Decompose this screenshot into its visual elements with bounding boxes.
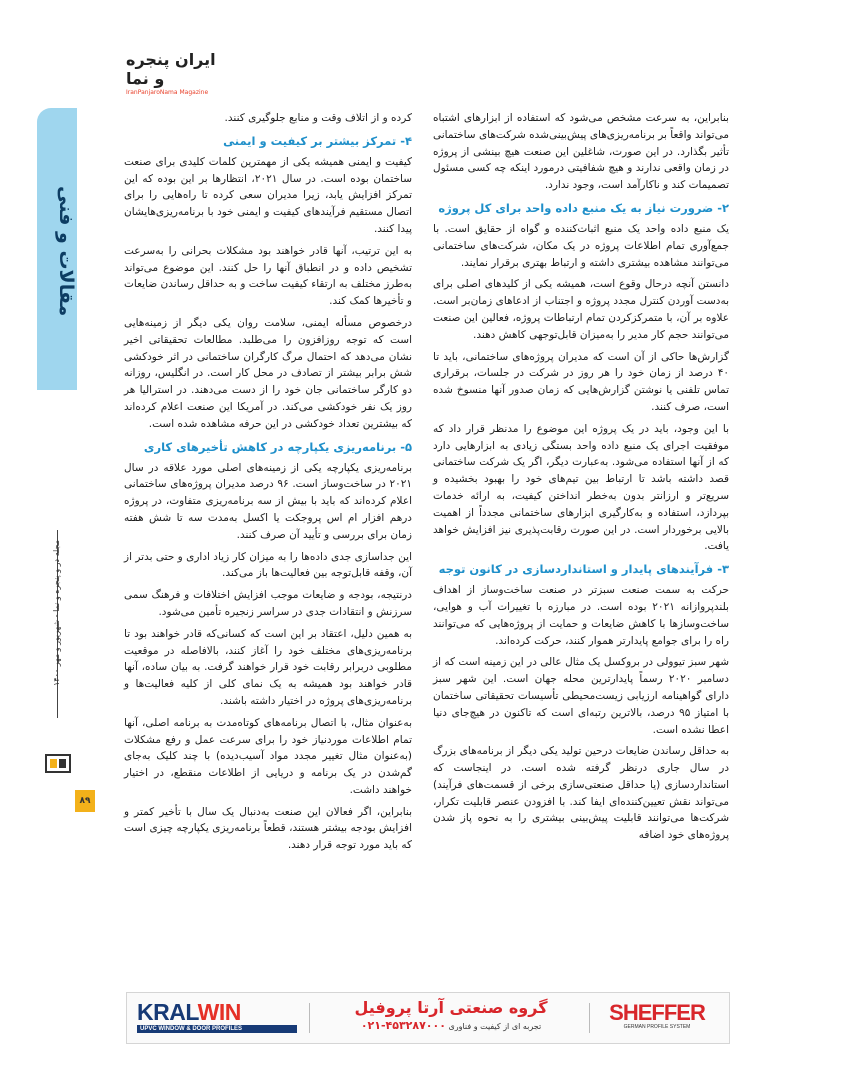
kralwin-tagline: UPVC WINDOW & DOOR PROFILES bbox=[137, 1025, 297, 1033]
magazine-logo bbox=[126, 50, 222, 96]
paragraph: با این وجود، باید در یک پروژه این موضوع را مدنظر قرار داد که موفقیت اجرای یک منبع داده واحد بستگی زیادی به ابزارهایی دارد که از آنها استفاده می‌شود. به‌عبارت دیگر، اگر یک شرکت ساختمانی قصد داشته باشد تا ارتباط بین تیم‌های خود را بهبود بخشیده و سریع‌تر و ارزانتر بدون به‌خطر انداختن کیفیت، به ارائه خدمات بپردازد، استفاده و به‌کارگیری ابزارهای ساختمانی مجدداً از اهمیت بالایی برخوردار است. در این صورت رقابت‌پذیری نیز افزایش خواهد یافت. bbox=[433, 422, 729, 553]
kralwin-logo bbox=[137, 1000, 297, 1036]
paragraph: بنابراین، اگر فعالان این صنعت به‌دنبال یک سال با تأخیر کمتر و افزایش بودجه بیشتر هستند، قطعاً برنامه‌ریزی یکپارچه چیزی است که باید مورد توجه قرار دهند. bbox=[124, 805, 412, 852]
paragraph: شهر سبز تیوولی در بروکسل یک مثال عالی در این زمینه است که از دسامبر ۲۰۲۰ رسماً پایدارترین محله جهان است. این شهر سبز دارای گواهینامه ارزیابی زیست‌محیطی تأسیسات تحقیقاتی ساختمان با امتیاز ۹۵ درصد، بالاترین رتبه‌ای است که تاکنون در هیچ‌جای دنیا اعطا نشده است. bbox=[433, 656, 730, 736]
paragraph: برنامه‌ریزی یکپارچه یکی از زمینه‌های اصلی مورد علاقه در سال ۲۰۲۱ در ساخت‌وساز است. ۹۶ درصد مدیران پروژه‌های ساختمانی اعلام کرده‌اند که باید با بیش از سه برنامه‌ریزی متفاوت، در پروژه درهم افزار ام اس پروجکت یا اکسل به‌مدت سه تا شش هفته زمان برای بررسی و تأیید آن صرف کنند. bbox=[124, 461, 412, 541]
paragraph: یک منبع داده واحد یک منبع اثبات‌کننده و گواه از حقایق است. با جمع‌آوری تمام اطلاعات پروژه در یک مکان، شرکت‌های ساختمانی می‌توانند مشاهده بیشتری داشته و ارتباط بهتری برقرار نمایند. bbox=[433, 222, 729, 269]
logo-subtitle: IranPanjaroNama Magazine bbox=[126, 89, 209, 96]
ad-divider bbox=[309, 1003, 310, 1033]
ad-tagline: تجربه ای از کیفیت و فناوری bbox=[448, 1022, 542, 1031]
paragraph: گزارش‌ها حاکی از آن است که مدیران پروژه‌های ساختمانی، باید تا ۴۰ درصد از زمان خود را هر روز در شرکت در جلسات، برقراری تماس تلفنی یا نوشتن گزارش‌هایی که زمان صدور آنها منسوخ شده است، صرف کنند. bbox=[433, 350, 729, 413]
paragraph: به این ترتیب، آنها قادر خواهند بود مشکلات بحرانی را به‌سرعت تشخیص داده و در انطباق آنها را حل کنند. این موضوع می‌تواند به‌طرز مختلف به ارتقاء کیفیت ساخت و به حداقل رساندن ضایعات و تأخیرها کمک کند. bbox=[124, 244, 412, 308]
paragraph: به حداقل رساندن ضایعات درحین تولید یکی دیگر از برنامه‌های بزرگ در سال جاری درنظر گرفته شده است. در اینجاست که استانداردسازی (یا حداقل صنعتی‌سازی برخی از قسمت‌های فرآیند) می‌تواند نقش تعیین‌کننده‌ای ایفا کند. با افزودن عنصر قابلیت تکرار، شرکت‌ها می‌توانند قابلیت پیش‌بینی بیشتری را به نحوه پاز شدن پروژه‌های خود اضافه bbox=[433, 745, 729, 842]
advertisement-banner[interactable] bbox=[126, 992, 730, 1044]
ad-company-block bbox=[319, 998, 583, 1032]
kralwin-wordmark-a: KRAL bbox=[137, 999, 198, 1025]
ad-company-title: گروه صنعتی آرتا پروفیل bbox=[354, 998, 548, 1017]
section-heading: ۵- برنامه‌ریزی یکپارچه در کاهش تأخیرهای کاری bbox=[143, 439, 412, 454]
paragraph: به‌عنوان مثال، با اتصال برنامه‌های کوتاه‌مدت به برنامه اصلی، آنها تمام اطلاعات موردنیاز خود را برای سرعت عمل و رفع مشکلات (به‌عنوان مثال تغییر مجدد مواد آسیب‌دیده) با چند کلیک به‌جای گم‌شدن در یک برنامه و دریایی از اطلاعات منقطع، در اختیار خواهند داشت. bbox=[124, 716, 412, 796]
paragraph: حرکت به سمت صنعت سبزتر در صنعت ساخت‌وساز از اهداف بلندپروازانه ۲۰۲۱ بوده است. در مبارزه با تغییرات آب و هوایی، ساخت‌وسازها با کاهش ضایعات و حمایت از پروژه‌هایی که می‌توانند راه را برای جوامع پایدارتر هموار کنند، حرکت کرده‌اند. bbox=[433, 584, 729, 647]
section-heading: ۳- فرآیندهای پایدار و استانداردسازی در کانون توجه bbox=[438, 562, 729, 577]
paragraph: کیفیت و ایمنی همیشه یکی از مهمترین کلمات کلیدی برای صنعت ساختمان بوده است. در سال ۲۰۲۱، انتظارها بر این بوده که این تمرکز افزایش یابد، زیرا مدیران سعی کرده تا راه‌هایی را برای اتصال مستقیم فرآیندهای کیفیت و ایمنی خود با برنامه‌ریزی‌هایشان پیدا کنند. bbox=[124, 155, 412, 235]
sheffer-logo bbox=[597, 1002, 717, 1034]
sheffer-wordmark: SHEFFER bbox=[609, 1000, 705, 1025]
kralwin-wordmark-b: WIN bbox=[197, 999, 241, 1025]
article-column-left bbox=[124, 110, 412, 859]
paragraph: درنتیجه، بودجه و ضایعات موجب افزایش اختلافات و فرهنگ سمی سرزنش و انتقادات جدی در سراسر زنجیره تأمین می‌شود. bbox=[124, 589, 412, 618]
publication-info: مجله در و پنجره و نما - شهریور و مهر ۱۴۰۰ bbox=[52, 540, 61, 687]
ad-divider bbox=[589, 1003, 590, 1033]
sheffer-tagline: GERMAN PROFILE SYSTEM bbox=[623, 1024, 691, 1030]
paragraph: بنابراین، به سرعت مشخص می‌شود که استفاده از ابزارهای اشتباه می‌تواند واقعاً بر برنامه‌ریزی‌های پیش‌بینی‌شده شرکت‌های ساختمانی تأثیر بگذارد. در این صورت، شاغلین این صنعت هیچ بینشی از پروژه در زمان واقعی ندارند و هیچ شفافیتی درمورد اینکه چه کسی مسئول تصمیمات کند و ناکارآمد است، وجود ندارد. bbox=[433, 112, 729, 192]
article-column-right bbox=[433, 110, 729, 849]
paragraph: دانستن آنچه درحال وقوع است، همیشه یکی از کلیدهای اصلی برای به‌دست آوردن کنترل مجدد پروژه و اجتناب از ادعاهای زمان‌بر است. علاوه بر آن، با متمرکزکردن تمام ارتباطات پروژه، فعالین این صنعت می‌توانند حجم کار مدیر را به‌میزان قابل‌توجهی کاهش دهند. bbox=[433, 278, 729, 341]
window-icon bbox=[45, 752, 71, 774]
ad-phone-number: ۰۲۱-۴۵۳۲۸۷۰۰۰ bbox=[360, 1019, 446, 1032]
ad-tagline-row bbox=[319, 1019, 583, 1032]
paragraph: به همین دلیل، اعتقاد بر این است که کسانی‌که قادر خواهند بود تا برنامه‌ریزی‌های مختلف خود را آغاز کنند، بالافاصله در موقعیت مطلوبی دربرابر رقابت خود قرار خواهند گرفت. به بیان ساده، آنها قادر خواهند بود همیشه به یک نمای کلی از کلیه فعالیت‌ها و برنامه‌ریزی‌های پروژه در اختیار داشته باشند. bbox=[124, 627, 412, 707]
paragraph: کرده و از اتلاف وقت و منابع جلوگیری کنند. bbox=[224, 112, 412, 124]
section-heading: ۲- ضرورت نیاز به یک منبع داده واحد برای کل پروژه bbox=[438, 200, 729, 215]
page-number: ۸۹ bbox=[75, 790, 95, 812]
section-heading: ۴- تمرکز بیشتر بر کیفیت و ایمنی bbox=[223, 133, 412, 148]
section-sidebar bbox=[37, 108, 77, 390]
logo-mark: ایران پنجره و نما bbox=[126, 50, 216, 88]
paragraph: این جداسازی جدی داده‌ها را به میزان کار زیاد اداری و حتی بدتر از آن، وقفه قابل‌توجه بین فعالیت‌ها باز می‌کند. bbox=[124, 550, 412, 580]
paragraph: درخصوص مسأله ایمنی، سلامت روان یکی دیگر از زمینه‌هایی است که توجه روزافزون را می‌طلبد. مطالعات تحقیقاتی اخیر نشان می‌دهد که احتمال مرگ کارگران ساختمانی در اثر خودکشی شش برابر بیشتر از تصادف در محل کار است. در انگلیس، روزانه دو کارگر ساختمانی جان خود را از دست می‌دهند. در استرالیا هر روز یک نفر خودکشی می‌کند. در آمریکا این صنعت اعلام کرده‌اند که بیشترین تعداد خودکشی در این حرفه مشاهده شده است. bbox=[124, 316, 412, 430]
section-title: مقالات و فنی bbox=[55, 185, 77, 317]
